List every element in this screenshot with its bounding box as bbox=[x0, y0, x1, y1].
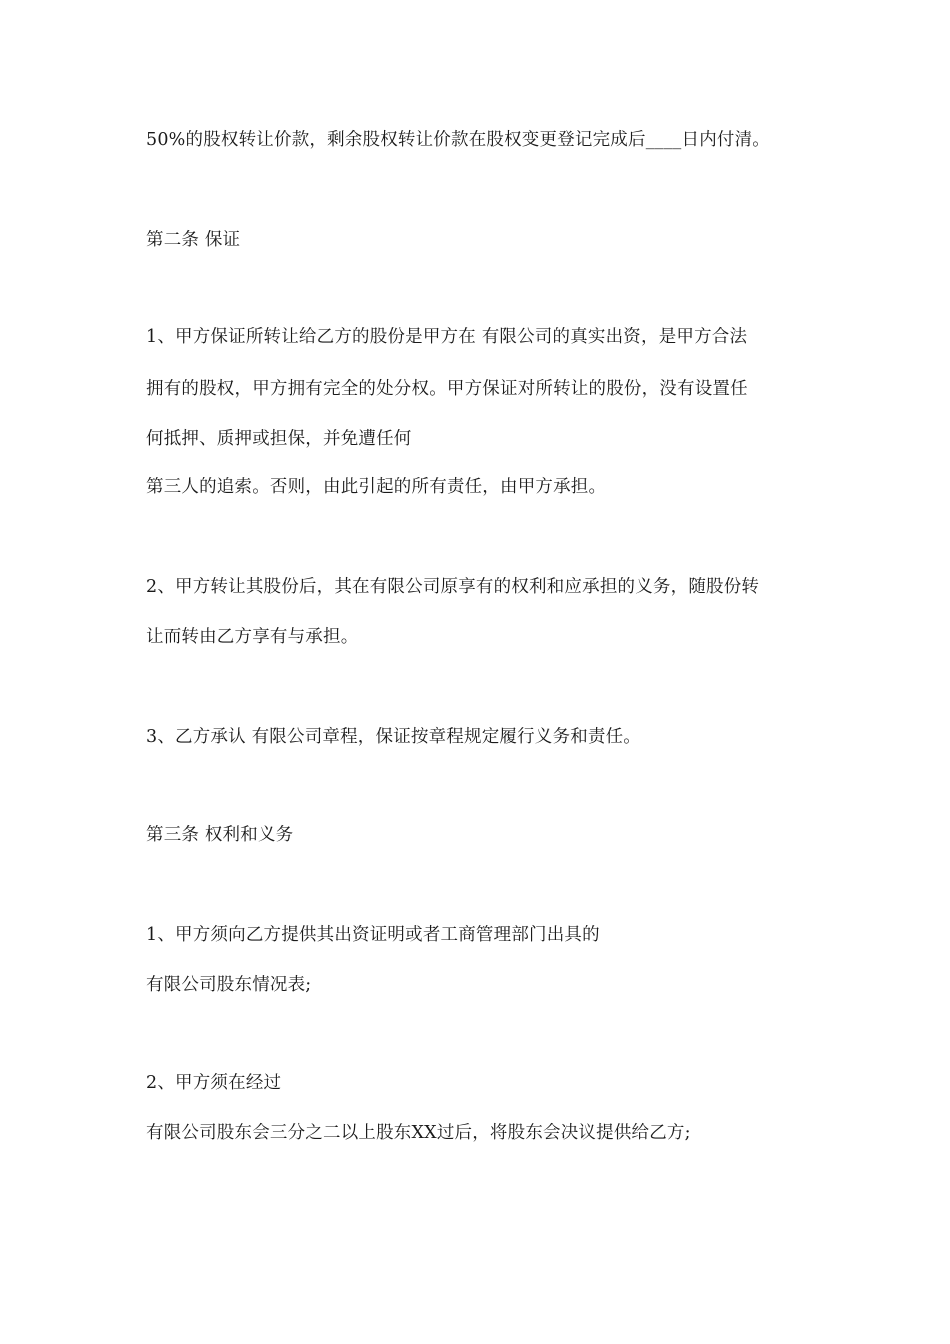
clause-2-3-line: 3、乙方承认 有限公司章程，保证按章程规定履行义务和责任。 bbox=[146, 727, 641, 747]
clause-3-2-line-1: 2、甲方须在经过 bbox=[146, 1073, 282, 1093]
clause-2-2-line-2: 让而转由乙方享有与承担。 bbox=[146, 627, 359, 647]
clause-2-1-line-4: 第三人的追索。否则，由此引起的所有责任，由甲方承担。 bbox=[146, 477, 607, 497]
article-three-heading: 第三条 权利和义务 bbox=[146, 825, 294, 845]
clause-2-1-line-3: 何抵押、质押或担保，并免遭任何 bbox=[146, 429, 412, 449]
clause-2-1-line-1: 1、甲方保证所转让给乙方的股份是甲方在 有限公司的真实出资，是甲方合法 bbox=[146, 327, 748, 347]
clause-3-2-line-2: 有限公司股东会三分之二以上股东XX过后，将股东会决议提供给乙方; bbox=[146, 1123, 691, 1143]
clause-3-1-line-2: 有限公司股东情况表; bbox=[146, 975, 312, 995]
clause-2-1-line-2: 拥有的股权，甲方拥有完全的处分权。甲方保证对所转让的股份，没有设置任 bbox=[146, 379, 748, 399]
article-two-heading: 第二条 保证 bbox=[146, 230, 241, 250]
clause-2-2-line-1: 2、甲方转让其股份后，其在有限公司原享有的权利和应承担的义务，随股份转 bbox=[146, 577, 760, 597]
clause-3-1-line-1: 1、甲方须向乙方提供其出资证明或者工商管理部门出具的 bbox=[146, 925, 600, 945]
payment-terms-line: 50%的股权转让价款，剩余股权转让价款在股权变更登记完成后____日内付清。 bbox=[146, 130, 770, 150]
